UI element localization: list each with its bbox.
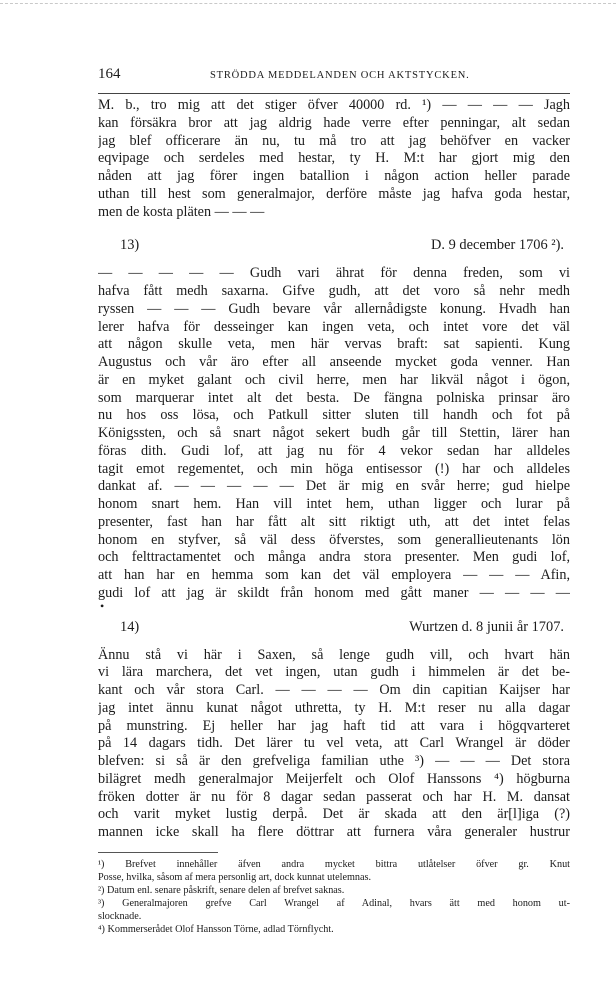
text-line: Königssten, och så snart något sekert budh går till Stettin, lärer han xyxy=(98,425,570,441)
letter-heading-13 xyxy=(98,235,570,255)
footnote-line: slocknade. xyxy=(98,910,142,922)
footnotes xyxy=(98,858,570,936)
text-line: och varit myket lustig derpå. Det är skada att den är[l]iga (?) xyxy=(98,806,570,823)
text-line: hafva fått medh saxarna. Gifve gudh, att det voro så nehr medh xyxy=(98,283,570,299)
text-line: lerer hafva för desseinger kan ingen veta, och intet vore det väl xyxy=(98,318,570,335)
text-line: nåden att jag förer ingen batallion i någon action heller parade xyxy=(98,168,570,184)
page-body xyxy=(98,97,570,936)
text-line: att han har en hemma som kan det väl employera — — — Afin, xyxy=(98,567,570,583)
stray-mark xyxy=(98,598,570,617)
text-line: M. b., tro mig att det stiger öfver 40000 rd. ¹) — — — — Jagh xyxy=(98,97,570,113)
footnote-line: ²) Datum enl. senare påskrift, senare delen af brefvet saknas. xyxy=(98,884,345,896)
text-line: är en myket galant och civil herre, men har likväl något i ögon, xyxy=(98,371,570,388)
header-rule xyxy=(98,93,570,94)
text-line: ryssen — — — Gudh bevare vår allernådigste konung. Hvadh han xyxy=(98,300,570,317)
letter-number: 14) xyxy=(120,618,140,635)
running-title: STRÖDDA MEDDELANDEN OCH AKTSTYCKEN. xyxy=(210,70,470,81)
text-line: bilägret medh generalmajor Meijerfelt och Olof Hanssons ⁴) högburna xyxy=(98,770,570,787)
text-line: tagit emot regementet, och min höga entisessor (!) har och alldeles xyxy=(98,460,570,477)
text-line: fröken dotter är nu för 8 dagar sedan passerat och har H. M. dansat xyxy=(98,788,570,805)
spacer xyxy=(98,255,570,265)
text-line: uthan till hest som generalmajor, derföre måste jag hafva goda hestar, xyxy=(98,185,570,202)
text-line: vi lära marchera, det vet ingen, utan gudh i himmelen är det be- xyxy=(98,664,570,681)
footnote-line: ⁴) Kommerserådet Olof Hansson Törne, adlad Törnflycht. xyxy=(98,923,334,935)
text-line: nu hos oss lösa, och Patkull sitter sluten till handh och fot på xyxy=(98,407,570,424)
letter-heading-14 xyxy=(98,617,570,637)
page-number: 164 xyxy=(98,66,121,82)
text-line: och felttractamentet och många andra stora presenter. Men gudi lof, xyxy=(98,549,570,566)
footnote-rule xyxy=(98,852,218,853)
spacer xyxy=(98,221,570,235)
letter-date: Wurtzen d. 8 junii år 1707. xyxy=(409,618,564,635)
text-line: Ännu stå vi här i Saxen, så lenge gudh vill, och hvart hän xyxy=(98,646,570,663)
text-line: honom snart hem. Han vill intet hem, uthan ligger och lurar på xyxy=(98,496,570,512)
footnote-line: ³) Generalmajoren grefve Carl Wrangel af Adinal, hvars ätt med honom ut- xyxy=(98,897,570,909)
scan-edge-artifact xyxy=(0,3,616,4)
footnote-line: ¹) Brefvet innehåller äfven andra mycket bittra utlåtelser öfver gr. Knut xyxy=(98,858,570,870)
page-header xyxy=(98,66,570,86)
letter-14-text xyxy=(98,647,570,842)
text-line: — — — — — Gudh vari ährat för denna freden, som vi xyxy=(98,265,570,282)
text-line: blefven: si så är den grefveliga familian uthe ³) — — — Det stora xyxy=(98,753,570,769)
letter-number: 13) xyxy=(120,237,140,254)
text-line: jag intet ännu kunat något uthretta, ty H. M:t reser nu alla dagar xyxy=(98,699,570,716)
text-line: kan försäkra bror att jag aldrig hade verre efter penningar, alt sedan xyxy=(98,114,570,131)
text-line: mannen icke skall ha flere döttrar att furnera våra generaler hustrur xyxy=(98,824,570,840)
intro-paragraph xyxy=(98,97,570,221)
text-line: föras dith. Gudi lof, att jag nu för 4 vekor sedan har alldeles xyxy=(98,442,570,459)
text-line: jag blef officerare än nu, tu må tro att jag behöfver en vacker xyxy=(98,132,570,149)
letter-13-text xyxy=(98,265,570,602)
text-line: att någon skulle veta, men här vervas braft: sat sapienti. Kung xyxy=(98,336,570,353)
text-line: gudi lof att jag är skildt från honom med gått maner — — — — xyxy=(98,584,570,601)
letter-date: D. 9 december 1706 ²). xyxy=(431,237,564,254)
text-line: dankat af. — — — — — Det är mig en svår herre; gud hielpe xyxy=(98,478,570,495)
text-line: som marquerar intet alt det besta. De fängna polniska prinsar äro xyxy=(98,389,570,406)
stray-dot: • xyxy=(100,598,105,613)
text-line: honom en styfver, så väl dess öfverstes, som generallieutenants lön xyxy=(98,531,570,548)
text-line: på munstring. Ej heller har jag haft tid att vara i högqvarteret xyxy=(98,717,570,734)
text-line: Augustus och vår äro efter all anseende mycket goda venner. Han xyxy=(98,354,570,370)
text-line: presenter, fast han har fått alt sitt riktigt uth, att det intet felas xyxy=(98,513,570,530)
spacer xyxy=(98,637,570,647)
footnote-line: Posse, hvilka, såsom af mera personlig art, dock kunnat utelemnas. xyxy=(98,871,372,883)
text-line: på 14 dagars tidh. Det lärer tu vel veta, att Carl Wrangel är döder xyxy=(98,735,570,752)
text-line: kant och vår stora Carl. — — — — Om din capitian Kaijser har xyxy=(98,682,570,698)
text-line: eqvipage och serdeles med hestar, ty H. M:t har gjort mig den xyxy=(98,150,570,167)
text-line: men de kosta pläten — — — xyxy=(98,203,265,220)
